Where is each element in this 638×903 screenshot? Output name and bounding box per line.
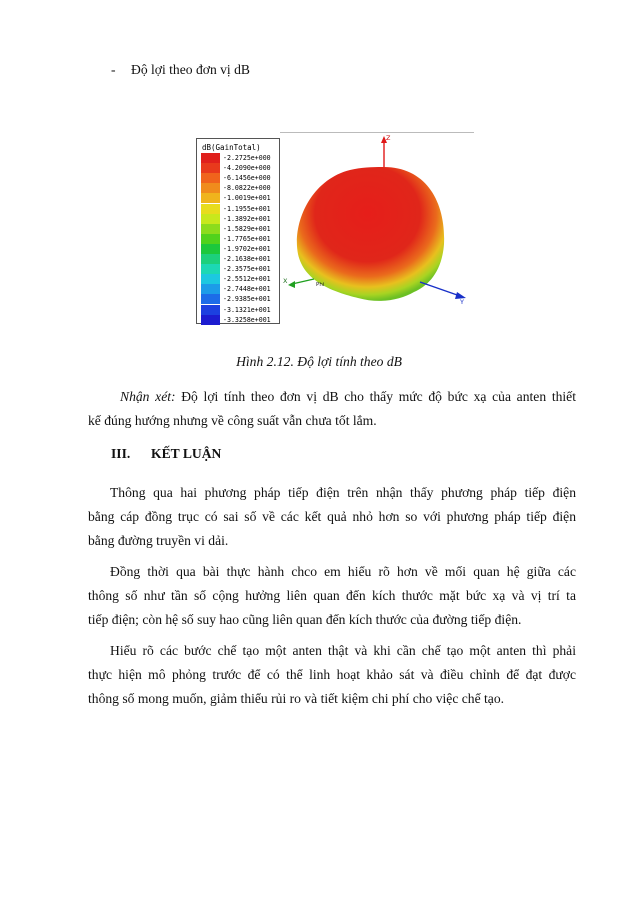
legend-value: -1.1955e+001 (223, 204, 271, 213)
legend-value: -8.0822e+000 (223, 184, 271, 193)
legend-title: dB(GainTotal) (202, 143, 261, 152)
legend-value: -2.3575e+001 (223, 265, 271, 274)
legend-row (201, 254, 279, 264)
p3-text-1: Hiểu rõ các bước chế tạo một anten thật và khi cần chế tạo một anten thì phải (110, 643, 576, 658)
legend-row (201, 163, 279, 173)
y-axis-label: Y (460, 298, 464, 306)
legend-swatch (201, 274, 220, 284)
legend-row (201, 305, 279, 315)
legend-value: -1.3892e+001 (223, 214, 271, 223)
section-number: III. (111, 446, 131, 461)
legend-row (201, 153, 279, 163)
legend-row (201, 193, 279, 203)
figure-caption: Hình 2.12. Độ lợi tính theo dB (236, 354, 402, 369)
legend-value: -3.1321e+001 (223, 305, 271, 314)
legend-value: -2.7448e+001 (223, 285, 271, 294)
legend-row (201, 234, 279, 244)
z-axis-label: Z (386, 134, 391, 142)
paragraph-2-line-3: tiếp điện; còn hệ số suy hao cũng liên quan đến kích thước của đường tiếp điện. (88, 612, 522, 627)
legend-row (201, 173, 279, 183)
legend-value: -2.9385e+001 (223, 295, 271, 304)
legend-swatch (201, 284, 220, 294)
legend-swatch (201, 264, 220, 274)
legend-value: -3.3258e+001 (223, 315, 271, 324)
legend-swatch (201, 315, 220, 325)
legend-swatch (201, 254, 220, 264)
legend-row (201, 204, 279, 214)
gain-lobe (297, 167, 444, 301)
legend-swatch (201, 173, 220, 183)
legend-value: -1.9702e+001 (223, 244, 271, 253)
legend-row (201, 264, 279, 274)
legend-value: -1.5829e+001 (223, 224, 271, 233)
legend-row (201, 294, 279, 304)
bullet-text: Độ lợi theo đơn vị dB (131, 62, 250, 77)
paragraph-3-line-2: thực hiện mô phỏng trước để có thể linh hoạt khảo sát và điều chỉnh để đạt được (88, 667, 576, 682)
phi-label: Phi (316, 282, 325, 288)
remark-line-2: kế đúng hướng nhưng về công suất vẫn chưa tốt lắm. (88, 413, 377, 428)
bullet-dash: - (111, 62, 116, 77)
legend-row (201, 274, 279, 284)
color-legend (196, 138, 280, 324)
x-axis-arrow (288, 281, 295, 288)
paragraph-3-line-3: thông số mong muốn, giảm thiểu rủi ro và tiết kiệm chi phí cho việc chế tạo. (88, 691, 505, 706)
section-title: KẾT LUẬN (151, 446, 222, 461)
legend-row (201, 214, 279, 224)
gain-3d-figure (196, 132, 474, 324)
legend-swatch (201, 163, 220, 173)
paragraph-1-line-3: bằng đường truyền vi dải. (88, 533, 229, 548)
legend-swatch (201, 183, 220, 193)
x-axis-line (292, 279, 314, 284)
paragraph-3-line-1 (88, 642, 576, 659)
legend-row (201, 284, 279, 294)
paragraph-2-line-1 (88, 563, 576, 580)
x-axis-label: X (283, 277, 288, 285)
remark-label: Nhận xét: (120, 389, 176, 404)
legend-value: -1.7765e+001 (223, 234, 271, 243)
legend-value: -4.2090e+000 (223, 164, 271, 173)
remark-line-1 (88, 388, 576, 405)
legend-row (201, 244, 279, 254)
legend-swatch (201, 153, 220, 163)
paragraph-1-line-2: bằng cáp đồng trục có sai số về các kết quả nhỏ hơn so với phương pháp tiếp điện (88, 509, 576, 524)
legend-swatch (201, 224, 220, 234)
legend-swatch (201, 294, 220, 304)
legend-swatch (201, 234, 220, 244)
legend-swatch (201, 204, 220, 214)
p1-text-1: Thông qua hai phương pháp tiếp điện trên nhận thấy phương pháp tiếp điện (110, 485, 576, 500)
legend-value: -2.1638e+001 (223, 255, 271, 263)
paragraph-1-line-1 (88, 484, 576, 501)
legend-swatch (201, 305, 220, 315)
legend-row (201, 315, 279, 325)
legend-value: -2.5512e+001 (223, 275, 271, 284)
legend-swatch (201, 244, 220, 254)
legend-swatch (201, 214, 220, 224)
legend-value: -1.0019e+001 (223, 194, 271, 203)
p2-text-1: Đồng thời qua bài thực hành chco em hiểu rõ hơn về mối quan hệ giữa các (110, 564, 576, 579)
paragraph-2-line-2: thông số như tần số cộng hưởng liên quan đến kích thước mặt bức xạ và vị trí ta (88, 588, 576, 603)
legend-value: -2.2725e+000 (223, 154, 271, 162)
legend-swatch (201, 193, 220, 203)
radiation-pattern-plot (280, 132, 474, 324)
legend-row (201, 183, 279, 193)
y-axis-line (420, 282, 460, 296)
legend-value: -6.1456e+000 (223, 174, 271, 183)
remark-text-1: Độ lợi tính theo đơn vị dB cho thấy mức độ bức xạ của anten thiết (181, 389, 576, 404)
legend-row (201, 224, 279, 234)
